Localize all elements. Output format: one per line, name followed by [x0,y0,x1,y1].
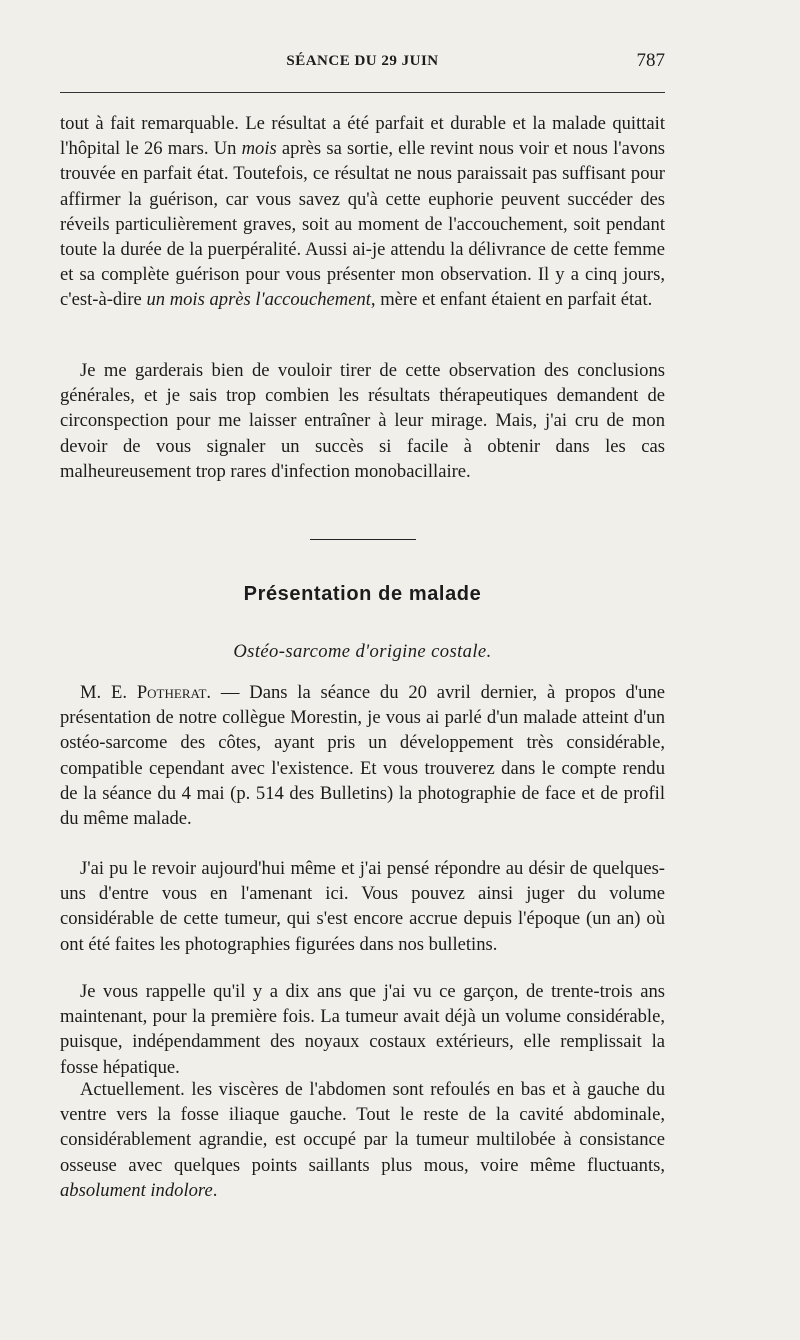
paragraph-1-text-c: , mère et enfant étaient en parfait état. [370,289,653,311]
paragraph-6-text: Actuellement. les viscères de l'abdomen sont refoulés en bas et à gauche du ventre vers la fosse iliaque gauche. Tout le reste de la cavité abdominale, considérablement agrandie, est occupé par la tumeur multilobée à consistance osseuse avec quelques points saillants plus mous, voire même fluctuants, [60,1079,665,1176]
paragraph-3 [60,680,665,831]
paragraph-1-text-a: tout à fait remarquable. Le résultat a été parfait et durable et la malade quittait l'hôpital le 26 mars. Un [60,113,665,160]
paragraph-3-text: — Dans la séance du 20 avril dernier, à propos d'une présentation de notre collègue Morestin, je vous ai parlé d'un malade atteint d'un ostéo-sarcome des côtes, ayant pris un développement très considérable, compatible cependant avec l'existence. Et vous trouverez dans le compte rendu de la séance du 4 mai (p. 514 des Bulletins) la photographie de face et de profil du même malade. [60,682,666,830]
header-rule [60,92,665,93]
paragraph-1-emphasis-1: mois [241,138,277,160]
paragraph-1 [60,111,665,313]
paragraph-6-emphasis: absolument indolore [60,1179,213,1201]
section-subtitle: Ostéo-sarcome d'origine costale. [233,641,492,662]
paragraph-2: Je me garderais bien de vouloir tirer de cette observation des conclusions générales, et je sais trop combien les résultats thérapeutiques demandent de circonspection pour me laisser entraîner à leur mirage. Mais, j'ai cru de mon devoir de vous signaler un succès si facile à obtenir dans les cas malheureusement trop rares d'infection monobacillaire. [60,360,665,482]
page-number: 787 [636,50,665,71]
paragraph-6 [60,1077,665,1203]
paragraph-5: Je vous rappelle qu'il y a dix ans que j'ai vu ce garçon, de trente-trois ans maintenant, pour la première fois. La tumeur avait déjà un volume considérable, puisque, indépendamment des noyaux costaux extérieurs, elle remplissait la fosse hépatique. [60,981,665,1078]
section-title: Présentation de malade [243,583,482,605]
running-head [60,50,665,76]
paragraph-1-text-b: après sa sortie, elle revint nous voir et nous l'avons trouvée en parfait état. Toutefois, ce résultat ne nous paraissait pas suffisant pour affirmer la guérison, car vous savez qu'à cette euphorie peuvent succéder des réveils particulièrement graves, soit au moment de l'accouchement, soit pendant toute la durée de la puerpéralité. Aussi ai-je attendu la délivrance de cette femme et sa complète guérison pour vous présenter mon observation. Il y a cinq jours, c'est-à-dire [60,138,665,311]
paragraph-1-emphasis-2: un mois après l'accouchement [146,289,371,311]
author-name: M. E. Potherat. [80,682,212,703]
section-separator [310,539,416,540]
running-title: SÉANCE DU 29 JUIN [286,53,439,69]
paragraph-6-end: . [212,1179,218,1201]
paragraph-4: J'ai pu le revoir aujourd'hui même et j'ai pensé répondre au désir de quelques-uns d'entre vous en l'amenant ici. Vous pouvez ainsi juger du volume considérable de cette tumeur, qui s'est encore accrue depuis l'époque (un an) où ont été faites les photographies figurées dans nos bulletins. [60,858,665,955]
